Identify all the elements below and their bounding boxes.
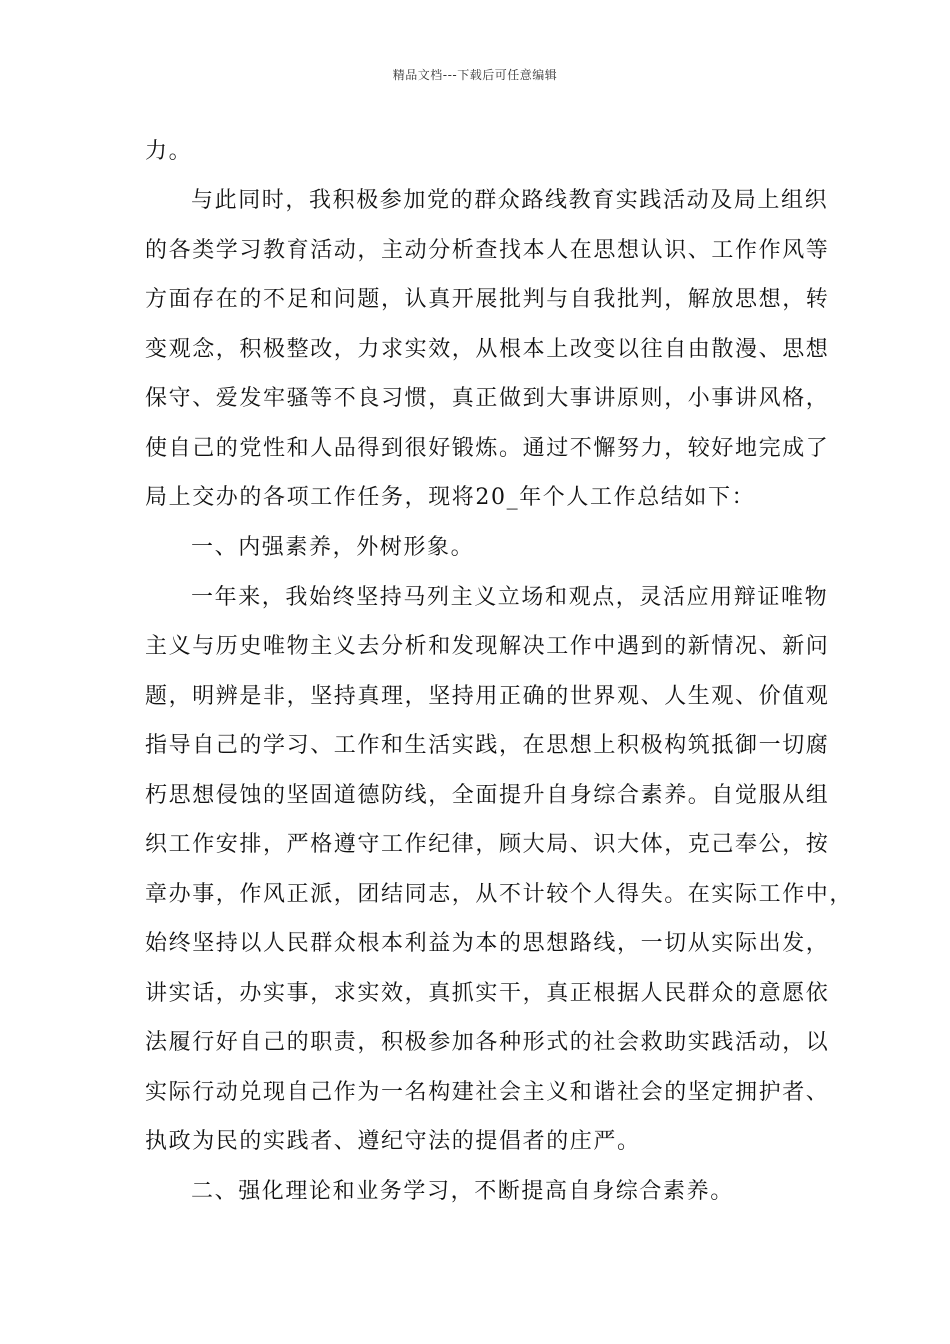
body-line: 实际行动兑现自己作为一名构建社会主义和谐社会的坚定拥护者、	[145, 1080, 830, 1105]
section-heading: 一、内强素养，外树形象。	[191, 535, 475, 560]
body-line: 保守、爱发牢骚等不良习惯，真正做到大事讲原则，小事讲风格，	[145, 386, 830, 411]
body-line: 使自己的党性和人品得到很好锻炼。通过不懈努力，较好地完成了	[145, 436, 830, 461]
body-line: 方面存在的不足和问题，认真开展批判与自我批判，解放思想，转	[145, 287, 830, 312]
body-line: 题，明辨是非，坚持真理，坚持用正确的世界观、人生观、价值观	[145, 684, 830, 709]
body-line: 讲实话，办实事，求实效，真抓实干，真正根据人民群众的意愿依	[145, 981, 830, 1006]
body-line: 始终坚持以人民群众根本利益为本的思想路线，一切从实际出发，	[145, 931, 830, 956]
body-line: 朽思想侵蚀的坚固道德防线，全面提升自身综合素养。自觉服从组	[145, 783, 830, 808]
body-line: 变观念，积极整改，力求实效，从根本上改变以往自由散漫、思想	[145, 337, 830, 362]
section-heading: 二、强化理论和业务学习，不断提高自身综合素养。	[191, 1179, 734, 1204]
body-line: 力。	[145, 139, 193, 164]
body-line: 主义与历史唯物主义去分析和发现解决工作中遇到的新情况、新问	[145, 634, 830, 659]
paragraph-start-line: 与此同时，我积极参加党的群众路线教育实践活动及局上组织	[191, 188, 829, 213]
page-header: 精品文档---下载后可任意编辑	[392, 68, 558, 82]
body-line: 局上交办的各项工作任务，现将20_年个人工作总结如下：	[145, 485, 756, 510]
paragraph-start-line: 一年来，我始终坚持马列主义立场和观点，灵活应用辩证唯物	[191, 585, 829, 610]
body-line: 织工作安排，严格遵守工作纪律，顾大局、识大体，克己奉公，按	[145, 832, 830, 857]
body-line: 的各类学习教育活动，主动分析查找本人在思想认识、工作作风等	[145, 238, 830, 263]
body-line: 法履行好自己的职责，积极参加各种形式的社会救助实践活动，以	[145, 1030, 830, 1055]
body-line: 章办事，作风正派，团结同志，从不计较个人得失。在实际工作中，	[145, 882, 854, 907]
body-line: 指导自己的学习、工作和生活实践，在思想上积极构筑抵御一切腐	[145, 733, 830, 758]
body-line: 执政为民的实践者、遵纪守法的提倡者的庄严。	[145, 1129, 641, 1154]
